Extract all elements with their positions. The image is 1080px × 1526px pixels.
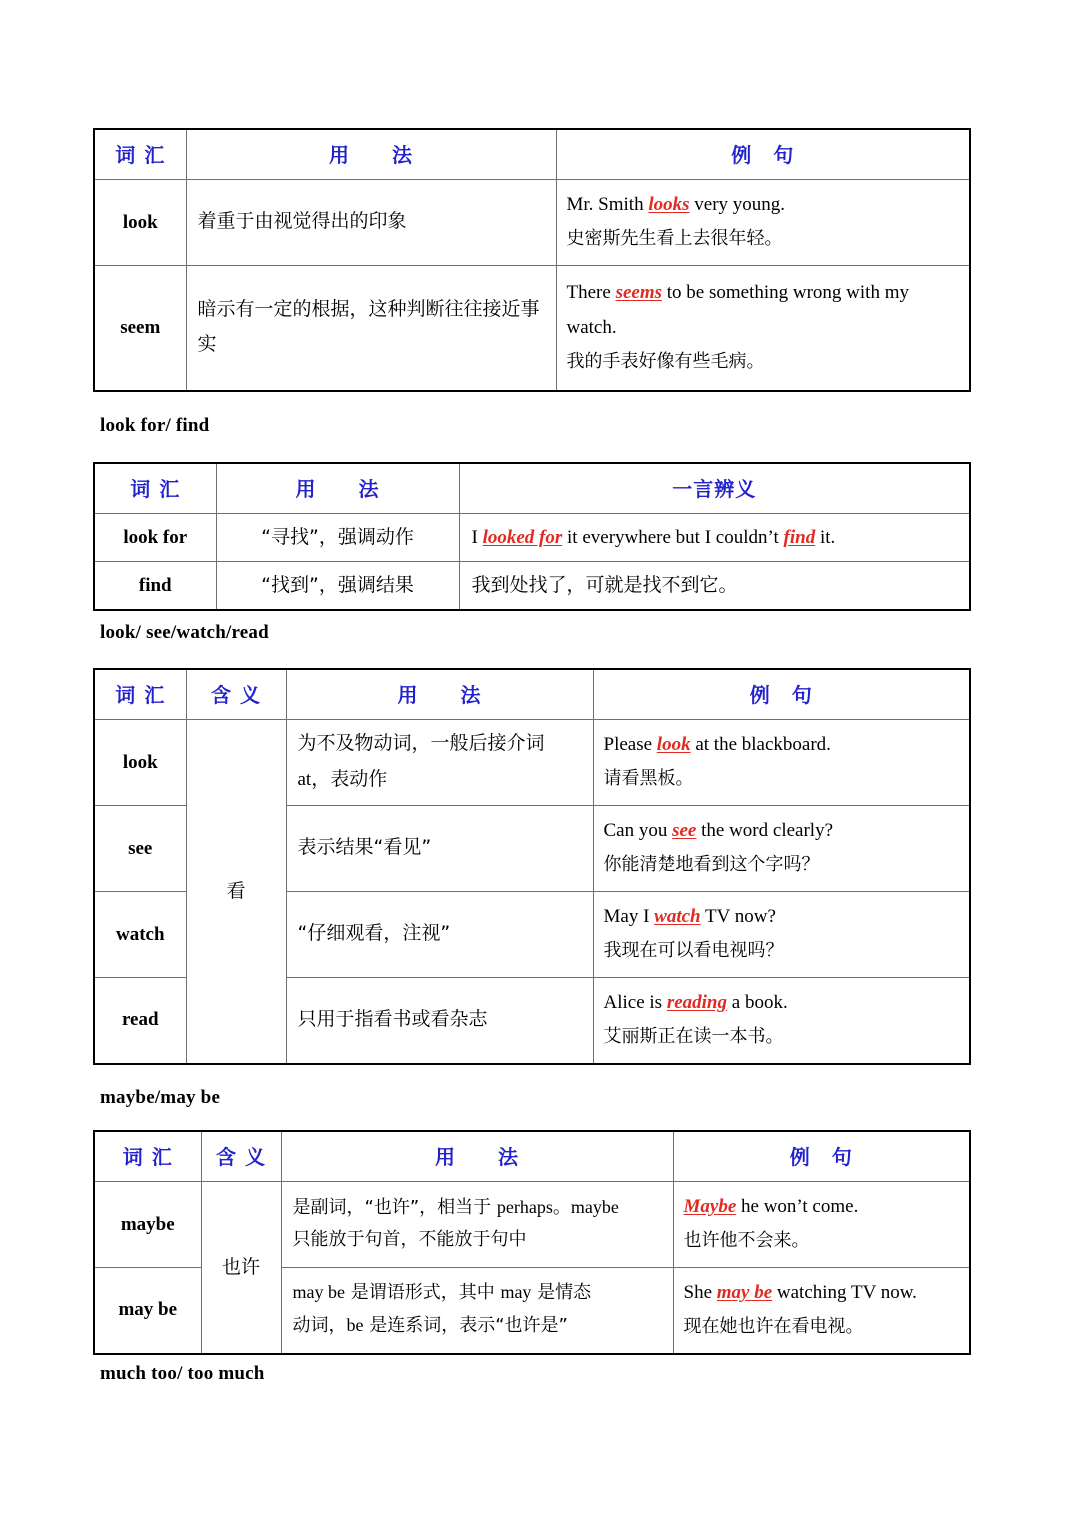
example-keyword: reading <box>666 992 728 1014</box>
table-row <box>94 514 970 562</box>
example-text-post: watching TV now. <box>772 1282 917 1304</box>
usage-seg-1: 是副词，“也许”，相当于 <box>292 1196 497 1218</box>
col-header-example: 例 句 <box>556 129 970 180</box>
example-keyword-2: find <box>783 527 816 548</box>
heading-maybe-may-be: maybe/may be <box>100 1087 221 1108</box>
example-translation: 也许他不会来。 <box>683 1230 810 1252</box>
example-text-post: the word clearly? <box>696 820 834 842</box>
table-row <box>94 180 970 266</box>
usage-line-1: 为不及物动词，一般后接介词 <box>297 732 545 755</box>
usage-seg-en-2: maybe <box>570 1196 619 1217</box>
table-look-seem <box>93 128 971 392</box>
table-look-see-watch-read <box>93 668 971 1065</box>
usage-seg-3: 动词， <box>292 1315 347 1337</box>
example-translation-cell: 我到处找了，可就是找不到它。 <box>459 562 970 611</box>
usage-cell: 着重于由视觉得出的印象 <box>186 180 556 266</box>
example-text-post: a book. <box>727 992 788 1014</box>
example-text-pre: Can you <box>603 820 673 842</box>
table-row <box>94 266 970 391</box>
example-text-pre: There <box>566 281 616 303</box>
example-translation: 我现在可以看电视吗？ <box>603 940 784 962</box>
col-header-vocabulary: 词 汇 <box>94 669 186 720</box>
word-cell: may be <box>94 1268 201 1354</box>
word-cell: look <box>94 180 186 266</box>
example-text-pre: Alice is <box>603 992 667 1014</box>
word-cell: look <box>94 720 186 806</box>
example-translation: 你能清楚地看到这个字吗？ <box>603 854 820 876</box>
example-keyword: seems <box>615 281 662 303</box>
col-header-meaning: 含 义 <box>186 669 286 720</box>
example-text-post: at the blackboard. <box>690 734 831 756</box>
usage-seg-2: 是情态 <box>531 1281 592 1303</box>
example-cell <box>556 266 970 391</box>
col-header-vocabulary: 词 汇 <box>94 463 216 514</box>
col-header-vocabulary: 词 汇 <box>94 129 186 180</box>
usage-cell <box>281 1182 673 1268</box>
meaning-cell-merged: 看 <box>186 720 286 1064</box>
example-text-post: he won’t come. <box>736 1196 859 1218</box>
word-cell: read <box>94 978 186 1064</box>
word-cell: see <box>94 806 186 892</box>
example-text-3: it. <box>815 527 836 548</box>
example-text-post: to be something wrong with my watch. <box>566 281 909 339</box>
usage-cell <box>281 1268 673 1354</box>
example-text-pre: She <box>683 1282 717 1304</box>
example-text-pre: Please <box>603 734 657 756</box>
word-cell: watch <box>94 892 186 978</box>
table-row <box>94 720 970 806</box>
example-cell <box>673 1182 970 1268</box>
usage-seg-2: 。 <box>552 1196 571 1218</box>
word-cell: seem <box>94 266 186 391</box>
example-text-pre: May I <box>603 906 655 928</box>
example-cell <box>673 1268 970 1354</box>
col-header-meaning: 含 义 <box>201 1131 281 1182</box>
example-cell <box>593 892 970 978</box>
usage-cell: “寻找”，强调动作 <box>216 514 459 562</box>
usage-cell <box>286 720 593 806</box>
usage-seg-4: 是连系词，表示“也许是” <box>363 1315 568 1337</box>
example-text-post: very young. <box>689 194 786 216</box>
example-keyword: watch <box>654 906 701 928</box>
word-cell: find <box>94 562 216 611</box>
example-cell <box>459 514 970 562</box>
col-header-usage: 用 法 <box>186 129 556 180</box>
example-keyword: looks <box>648 194 690 216</box>
col-header-example: 例 句 <box>673 1131 970 1182</box>
example-cell <box>593 978 970 1064</box>
example-cell <box>556 180 970 266</box>
table-header-row <box>94 463 970 514</box>
heading-look-for-find: look for/ find <box>100 415 210 436</box>
heading-much-too-too-much: much too/ too much <box>100 1363 265 1384</box>
example-keyword-1: looked for <box>482 527 563 548</box>
example-translation: 史密斯先生看上去很年轻。 <box>566 228 783 250</box>
meaning-cell-merged: 也许 <box>201 1182 281 1354</box>
usage-seg-en-1: may be <box>292 1281 345 1302</box>
col-header-example: 例 句 <box>593 669 970 720</box>
example-text-post: TV now? <box>700 906 776 928</box>
example-text-2: it everywhere but I couldn’t <box>562 527 784 548</box>
usage-cell: “仔细观看，注视” <box>286 892 593 978</box>
usage-cell: 表示结果“看见” <box>286 806 593 892</box>
usage-line-2-en: at <box>297 768 312 790</box>
example-text-pre: Mr. Smith <box>566 194 649 216</box>
col-header-usage: 用 法 <box>281 1131 673 1182</box>
heading-look-see-watch-read: look/ see/watch/read <box>100 622 269 643</box>
col-header-usage: 用 法 <box>216 463 459 514</box>
col-header-distinction: 一言辨义 <box>459 463 970 514</box>
example-translation: 我的手表好像有些毛病。 <box>566 351 765 373</box>
table-row <box>94 1182 970 1268</box>
table-row <box>94 562 970 611</box>
usage-seg-en-2: may <box>500 1281 532 1302</box>
usage-cell: 只用于指看书或看杂志 <box>286 978 593 1064</box>
example-translation: 请看黑板。 <box>603 768 694 790</box>
example-translation: 现在她也许在看电视。 <box>683 1316 864 1338</box>
word-cell: maybe <box>94 1182 201 1268</box>
usage-cell: 暗示有一定的根据，这种判断往往接近事实 <box>186 266 556 391</box>
table-header-row <box>94 669 970 720</box>
usage-cell: “找到”，强调结果 <box>216 562 459 611</box>
example-cell <box>593 806 970 892</box>
usage-line-2-zh: ，表动作 <box>311 767 388 790</box>
example-keyword: see <box>672 820 697 842</box>
example-keyword: may be <box>716 1282 773 1304</box>
table-lookfor-find <box>93 462 971 611</box>
example-translation: 艾丽斯正在读一本书。 <box>603 1026 784 1048</box>
table-maybe-maybe <box>93 1130 971 1355</box>
example-keyword: look <box>656 734 691 756</box>
table-header-row <box>94 129 970 180</box>
col-header-usage: 用 法 <box>286 669 593 720</box>
table-header-row <box>94 1131 970 1182</box>
col-header-vocabulary: 词 汇 <box>94 1131 201 1182</box>
usage-seg-en-1: perhaps <box>496 1196 553 1217</box>
example-keyword: Maybe <box>683 1196 737 1218</box>
usage-seg-en-3: be <box>346 1315 364 1336</box>
word-cell: look for <box>94 514 216 562</box>
usage-line-2: 只能放于句首，不能放于句中 <box>292 1229 527 1250</box>
example-cell <box>593 720 970 806</box>
usage-seg-1: 是谓语形式，其中 <box>344 1281 501 1303</box>
example-text-1: I <box>471 527 483 548</box>
